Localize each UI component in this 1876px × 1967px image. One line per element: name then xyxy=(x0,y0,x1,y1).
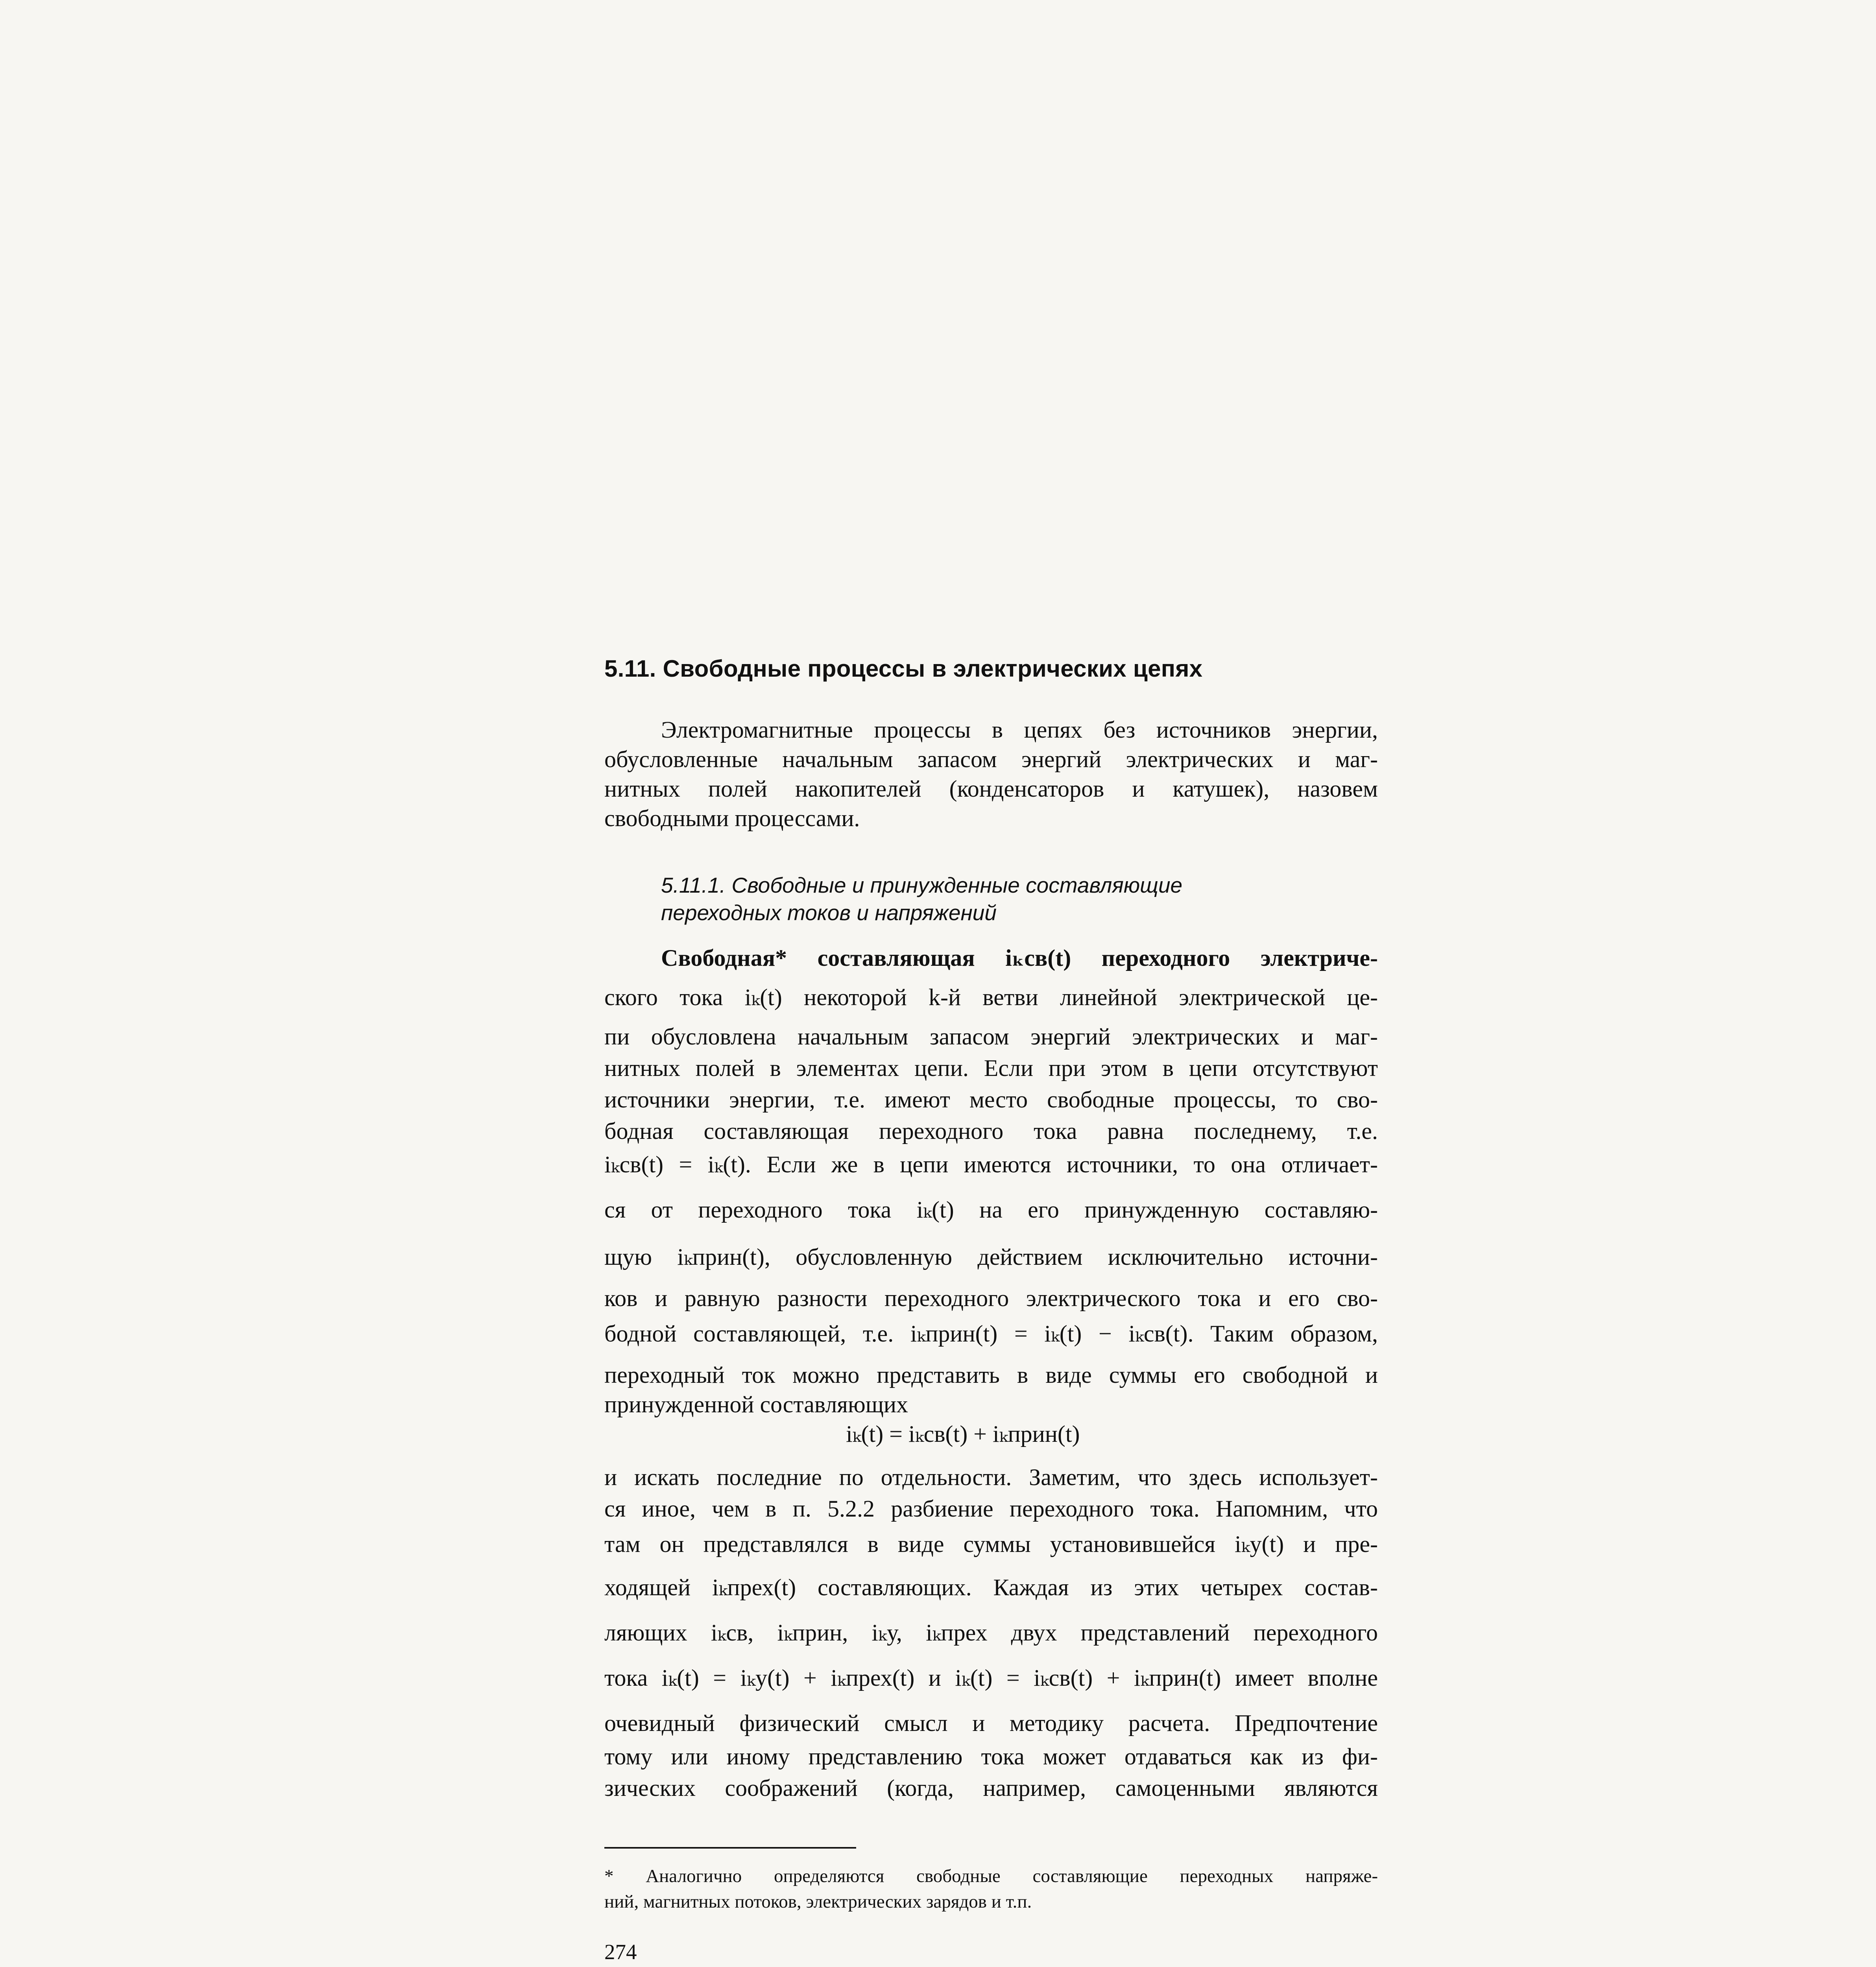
intro-line: обусловленные начальным запасом энергий электрических и маг- xyxy=(604,746,1378,772)
body-line: бодной составляющей, т.е. iₖприн(t) = iₖ(t) − iₖсв(t). Таким образом, xyxy=(604,1321,1378,1347)
body-line: ся иное, чем в п. 5.2.2 разбиение переходного тока. Напомним, что xyxy=(604,1496,1378,1522)
body-line: очевидный физический смысл и методику расчета. Предпочтение xyxy=(604,1710,1378,1736)
body-line: ков и равную разности переходного электрического тока и его сво- xyxy=(604,1285,1378,1311)
body-line: зических соображений (когда, например, самоценными являются xyxy=(604,1775,1378,1801)
formula: iₖ(t) = iₖсв(t) + iₖприн(t) xyxy=(846,1421,1080,1447)
body-line: там он представлялся в виде суммы установившейся iₖу(t) и пре- xyxy=(604,1531,1378,1557)
footnote-line: * Аналогично определяются свободные составляющие переходных напряже- xyxy=(604,1866,1378,1886)
intro-line: свободными процессами. xyxy=(604,805,860,831)
section-title: 5.11. Свободные процессы в электрических цепях xyxy=(604,655,1203,682)
body-line: тока iₖ(t) = iₖу(t) + iₖпрех(t) и iₖ(t) = iₖсв(t) + iₖприн(t) имеет вполне xyxy=(604,1665,1378,1691)
subsection-title-line: переходных токов и напряжений xyxy=(661,900,997,925)
body-line: ся от переходного тока iₖ(t) на его принужденную составляю- xyxy=(604,1197,1378,1223)
body-line: Свободная* составляющая iₖсв(t) переходного электриче- xyxy=(661,945,1378,971)
body-line: тому или иному представлению тока может отдаваться как из фи- xyxy=(604,1744,1378,1770)
body-line: ляющих iₖсв, iₖприн, iₖу, iₖпрех двух представлений переходного xyxy=(604,1620,1378,1646)
body-line: принужденной составляющих xyxy=(604,1391,908,1417)
body-line: и искать последние по отдельности. Заметим, что здесь использует- xyxy=(604,1464,1378,1490)
subsection-title-line: 5.11.1. Свободные и принужденные составляющие xyxy=(661,873,1183,897)
body-line: нитных полей в элементах цепи. Если при этом в цепи отсутствуют xyxy=(604,1055,1378,1081)
body-line: ского тока iₖ(t) некоторой k-й ветви линейной электрической це- xyxy=(604,984,1378,1010)
body-line: iₖсв(t) = iₖ(t). Если же в цепи имеются источники, то она отличает- xyxy=(604,1151,1378,1177)
body-line: переходный ток можно представить в виде суммы его свободной и xyxy=(604,1362,1378,1388)
page-number: 274 xyxy=(604,1940,637,1964)
body-line: бодная составляющая переходного тока равна последнему, т.е. xyxy=(604,1118,1378,1144)
intro-line: нитных полей накопителей (конденсаторов и катушек), назовем xyxy=(604,776,1378,802)
body-line: щую iₖприн(t), обусловленную действием исключительно источни- xyxy=(604,1244,1378,1270)
body-line: пи обусловлена начальным запасом энергий электрических и маг- xyxy=(604,1024,1378,1050)
body-line: источники энергии, т.е. имеют место свободные процессы, то сво- xyxy=(604,1087,1378,1113)
footnote-line: ний, магнитных потоков, электрических зарядов и т.п. xyxy=(604,1891,1032,1912)
subsection-title xyxy=(661,871,1182,926)
footnote-divider xyxy=(604,1847,856,1849)
body-line: ходящей iₖпрех(t) составляющих. Каждая из этих четырех состав- xyxy=(604,1574,1378,1600)
intro-line: Электромагнитные процессы в цепях без источников энергии, xyxy=(661,717,1378,743)
